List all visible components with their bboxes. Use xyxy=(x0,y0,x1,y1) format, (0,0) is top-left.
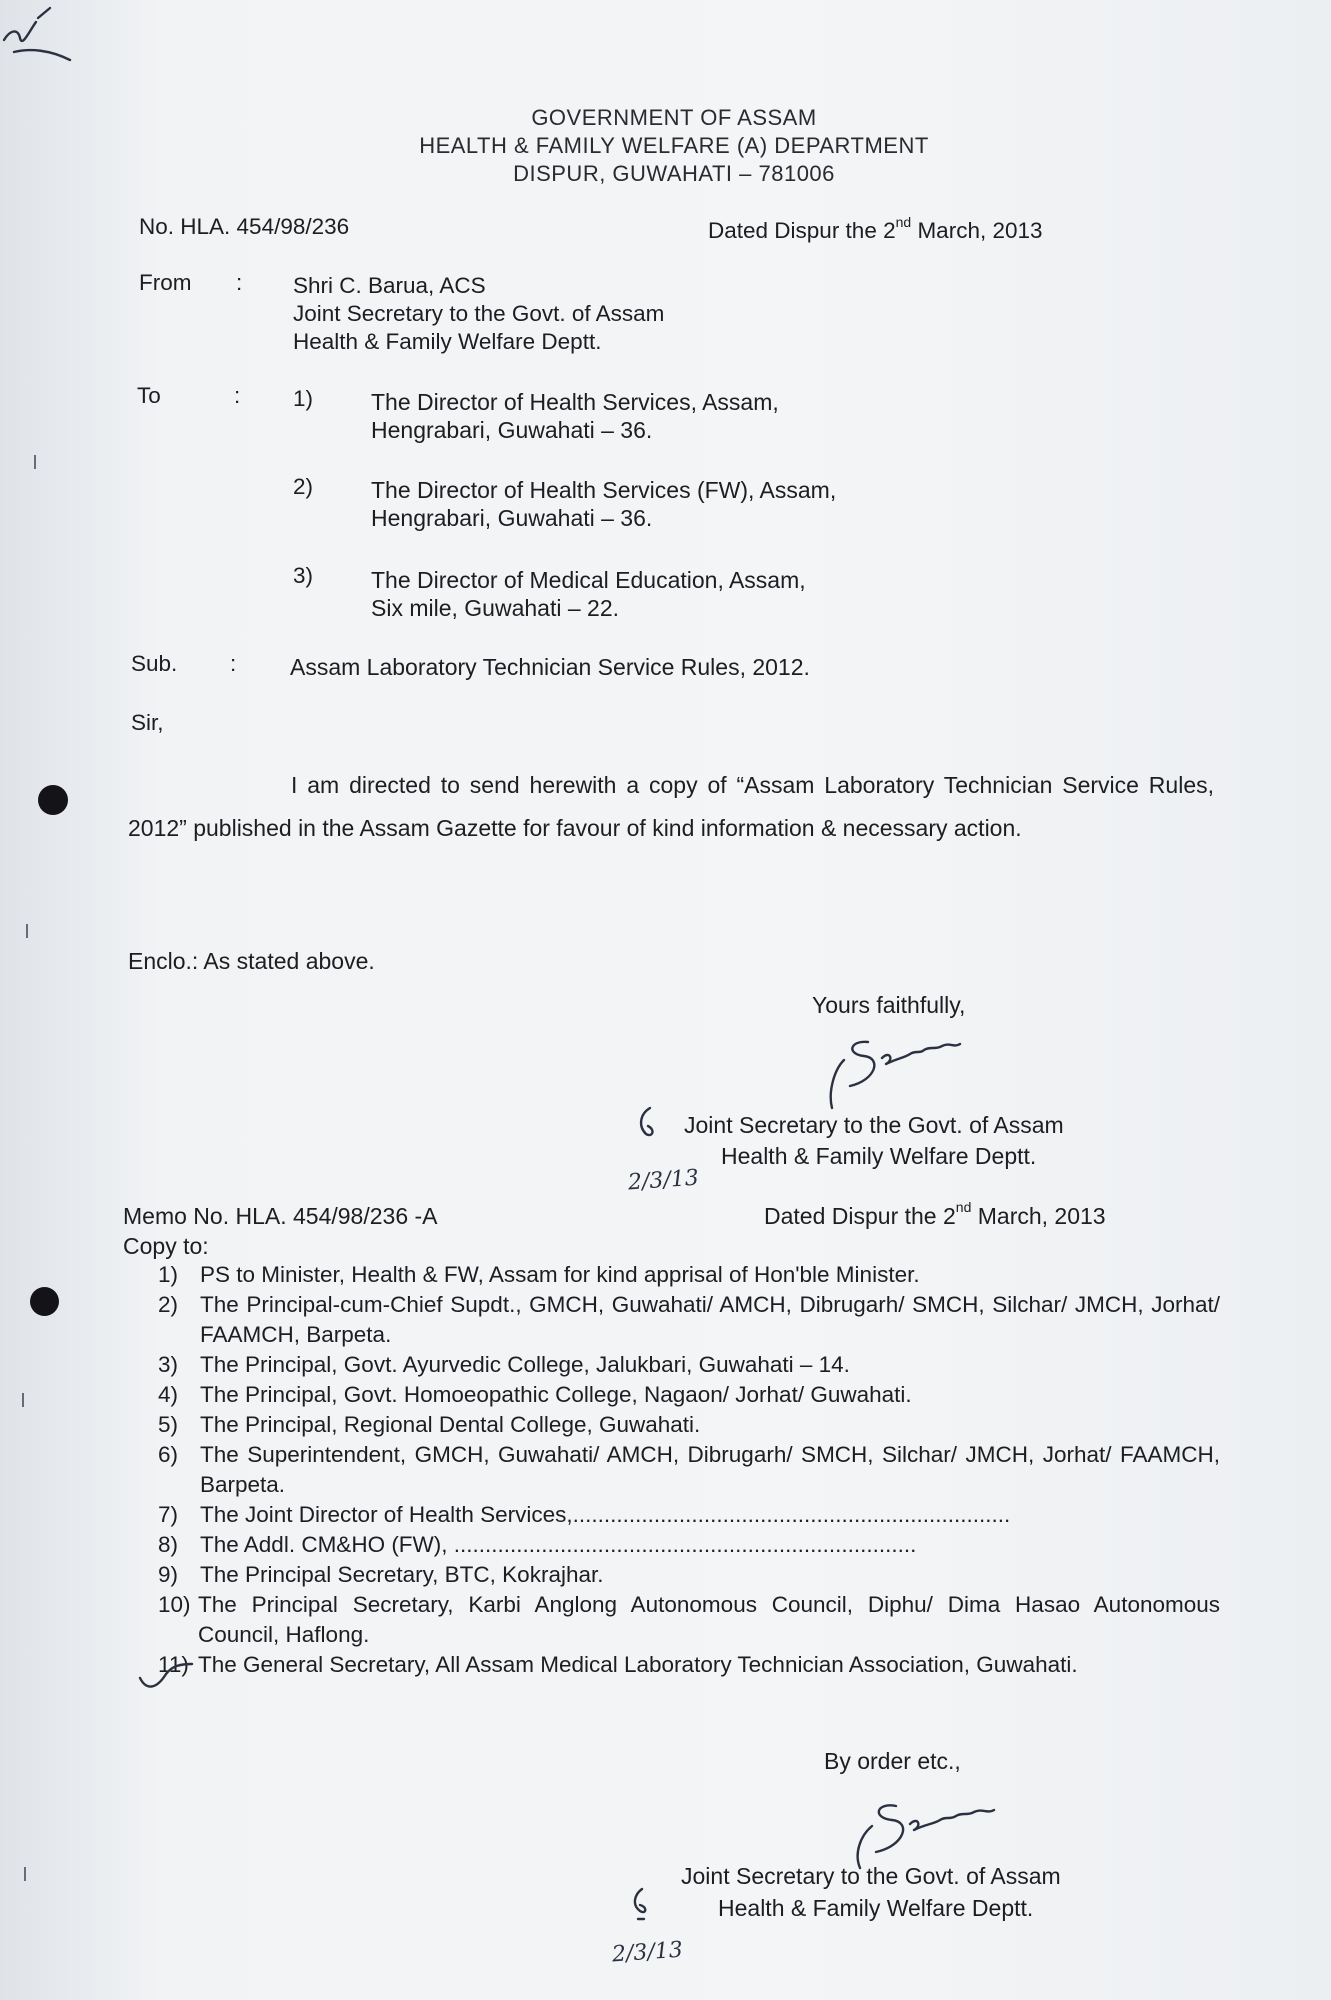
list-item: 8) The Addl. CM&HO (FW), .......................................................................... xyxy=(158,1532,917,1557)
signatory-2-department: Health & Family Welfare Deptt. xyxy=(718,1895,1034,1921)
salutation: Sir, xyxy=(131,710,164,735)
reference-number: No. HLA. 454/98/236 xyxy=(139,214,350,239)
closing: Yours faithfully, xyxy=(812,992,966,1018)
recipient-line: The Director of Medical Education, Assam, xyxy=(371,567,806,593)
initial-mark-1 xyxy=(630,1104,670,1144)
list-item: 10) The Principal Secretary, Karbi Anglong Autonomous Council, Diphu/ Dima Hasao Autonomous Council, Haflong. xyxy=(158,1592,1220,1647)
from-colon: : xyxy=(236,270,243,295)
header-line-3: DISPUR, GUWAHATI – 781006 xyxy=(513,161,835,186)
subject-colon: : xyxy=(230,651,237,676)
recipient-line: Hengrabari, Guwahati – 36. xyxy=(371,505,653,531)
recipient-line: The Director of Health Services, Assam, xyxy=(371,389,779,415)
list-item: 3) The Principal, Govt. Ayurvedic College, Jalukbari, Guwahati – 14. xyxy=(158,1352,850,1377)
body-paragraph xyxy=(128,764,1214,850)
recipient-line: Six mile, Guwahati – 22. xyxy=(371,595,620,621)
corner-handwritten-mark xyxy=(0,0,90,70)
margin-tick xyxy=(26,924,28,938)
copy-to-label: Copy to: xyxy=(123,1233,209,1259)
subject-label: Sub. xyxy=(131,651,178,676)
memo-number: Memo No. HLA. 454/98/236 -A xyxy=(123,1203,438,1229)
body-text: I am directed to send herewith a copy of “Assam Laboratory Technician Service Rules, 2012” published in the Assam Gazette for favour of kind information & necessary action. xyxy=(128,772,1214,841)
copy-list xyxy=(158,1260,1220,1680)
recipient-line: The Director of Health Services (FW), Assam, xyxy=(371,477,837,503)
list-item: 6) The Superintendent, GMCH, Guwahati/ AMCH, Dibrugarh/ SMCH, Silchar/ JMCH, Jorhat/ FAAMCH, Barpeta. xyxy=(158,1442,1220,1497)
from-department: Health & Family Welfare Deptt. xyxy=(293,329,602,354)
initial-mark-2 xyxy=(622,1885,662,1925)
from-name: Shri C. Barua, ACS xyxy=(293,273,486,298)
header-line-2: HEALTH & FAMILY WELFARE (A) DEPARTMENT xyxy=(419,133,929,158)
enclosure: Enclo.: As stated above. xyxy=(128,948,375,974)
signatory-1-department: Health & Family Welfare Deptt. xyxy=(721,1143,1037,1169)
list-item: 2) The Principal-cum-Chief Supdt., GMCH, Guwahati/ AMCH, Dibrugarh/ SMCH, Silchar/ JMCH, Jorhat/ FAAMCH, Barpeta. xyxy=(158,1292,1220,1347)
list-item: 11) The General Secretary, All Assam Medical Laboratory Technician Association, Guwahati. xyxy=(158,1652,1078,1677)
recipient-number: 2) xyxy=(293,474,314,499)
margin-tick xyxy=(24,1867,26,1881)
memo-dated: Dated Dispur the 2nd March, 2013 xyxy=(764,1199,1106,1229)
header-line-1: GOVERNMENT OF ASSAM xyxy=(531,105,817,130)
from-label: From xyxy=(139,270,192,295)
list-item: 1) PS to Minister, Health & FW, Assam for kind apprisal of Hon'ble Minister. xyxy=(158,1262,920,1287)
signatory-2-handwritten-date: 2/3/13 xyxy=(611,1937,684,1968)
dated: Dated Dispur the 2nd March, 2013 xyxy=(708,214,1043,243)
to-colon: : xyxy=(234,383,241,408)
subject-text: Assam Laboratory Technician Service Rules, 2012. xyxy=(290,654,810,680)
list-item: 7) The Joint Director of Health Services,...................................................................... xyxy=(158,1502,1011,1527)
from-designation: Joint Secretary to the Govt. of Assam xyxy=(293,301,665,326)
by-order: By order etc., xyxy=(824,1748,961,1774)
list-item: 9) The Principal Secretary, BTC, Kokrajhar. xyxy=(158,1562,604,1587)
signatory-1-handwritten-date: 2/3/13 xyxy=(627,1165,700,1196)
punch-hole-bottom xyxy=(30,1287,59,1316)
handwritten-tick xyxy=(136,1660,196,1700)
margin-tick xyxy=(34,455,36,469)
recipient-number: 1) xyxy=(293,386,314,411)
list-item: 5) The Principal, Regional Dental College, Guwahati. xyxy=(158,1412,701,1437)
recipient-line: Hengrabari, Guwahati – 36. xyxy=(371,417,653,443)
signatory-2-designation: Joint Secretary to the Govt. of Assam xyxy=(681,1863,1061,1889)
margin-tick xyxy=(22,1393,24,1407)
punch-hole-top xyxy=(38,785,68,815)
signatory-1-designation: Joint Secretary to the Govt. of Assam xyxy=(684,1112,1064,1138)
to-label: To xyxy=(137,383,161,408)
list-item: 4) The Principal, Govt. Homoeopathic College, Nagaon/ Jorhat/ Guwahati. xyxy=(158,1382,912,1407)
recipient-number: 3) xyxy=(293,563,314,588)
